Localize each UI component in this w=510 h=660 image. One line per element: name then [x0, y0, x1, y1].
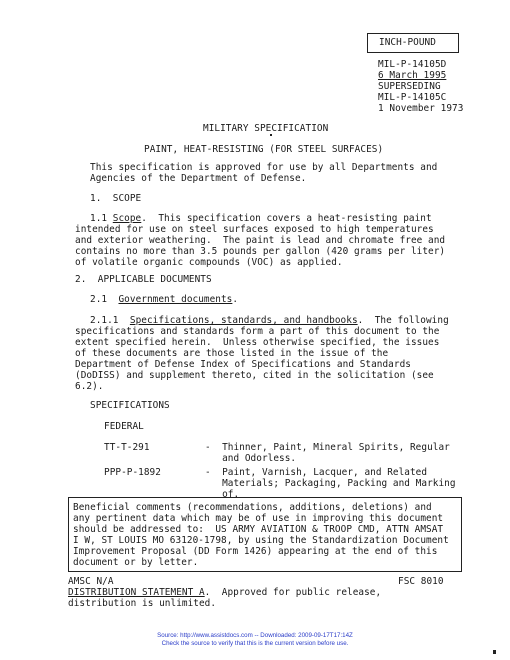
- scope-line-5: of volatile organic compounds (VOC) as applied.: [75, 257, 343, 268]
- document-subtitle: PAINT, HEAT-RESISTING (FOR STEEL SURFACES): [144, 144, 384, 155]
- scope-paragraph-first-line: [90, 213, 432, 224]
- specs-line-2: specifications and standards form a part of this document to the: [75, 326, 440, 337]
- designation-date: 6 March 1995: [378, 70, 447, 81]
- specs-line-6: (DoDISS) and supplement thereto, cited in the solicitation (see: [75, 370, 434, 381]
- gov-docs-tail: .: [232, 294, 239, 305]
- scan-speck: [493, 650, 496, 654]
- comments-line-3: should be addressed to: US ARMY AVIATION & TROOP CMD, ATTN AMSAT: [73, 524, 444, 535]
- distribution-statement: [68, 587, 381, 598]
- comments-line-1: Beneficial comments (recommendations, additions, deletions) and: [73, 502, 432, 513]
- approval-line-2: Agencies of the Department of Defense.: [90, 173, 307, 184]
- reference-desc-line: Materials; Packaging, Packing and Marking: [205, 478, 456, 489]
- scope-line-3: and exterior weathering. The paint is lead and chromate free and: [75, 235, 446, 246]
- superseding-label: SUPERSEDING: [378, 81, 441, 92]
- specs-para-number: 2.1.1: [90, 315, 130, 326]
- specs-line-1: . The following: [357, 315, 449, 326]
- scope-para-number: 1.1: [90, 213, 113, 224]
- specs-paragraph-first-line: [90, 315, 449, 326]
- reference-id: PPP-P-1892: [104, 467, 161, 478]
- source-note-line-2: Check the source to verify that this is the current version before use.: [161, 640, 349, 647]
- section-2-heading: 2. APPLICABLE DOCUMENTS: [75, 274, 212, 285]
- reference-desc-line: and Odorless.: [205, 453, 297, 464]
- specifications-heading: SPECIFICATIONS: [90, 400, 170, 411]
- scope-para-title: Scope: [112, 213, 142, 224]
- superseded-designation: MIL-P-14105C: [378, 92, 447, 103]
- comments-line-4: I W, ST LOUIS MO 63120-1798, by using the Standardization Document: [73, 535, 449, 546]
- section-1-heading: 1. SCOPE: [90, 193, 142, 204]
- distribution-line-2: distribution is unlimited.: [68, 598, 217, 609]
- source-note-line-1: Source: http://www.assistdocs.com -- Downloaded: 2009-09-17T17:14Z: [157, 632, 353, 639]
- designation: MIL-P-14105D: [378, 59, 447, 70]
- scan-speck: [270, 134, 272, 136]
- reference-desc-line: - Paint, Varnish, Lacquer, and Related: [205, 467, 428, 478]
- gov-docs-title: Government documents: [118, 294, 233, 305]
- comments-line-2: any pertinent data which may be of use in improving this document: [73, 513, 444, 524]
- scope-line-2: intended for use on steel surfaces exposed to high temperatures: [75, 224, 434, 235]
- scope-line-1: . This specification covers a heat-resisting paint: [141, 213, 432, 224]
- gov-docs-number: 2.1: [90, 294, 119, 305]
- specs-para-title: Specifications, standards, and handbooks: [129, 315, 358, 326]
- federal-heading: FEDERAL: [104, 421, 144, 432]
- scope-line-4: contains no more than 3.5 pounds per gallon (420 grams per liter): [75, 246, 446, 257]
- page-title: MILITARY SPECIFICATION: [203, 123, 329, 134]
- approval-line-1: This specification is approved for use by all Departments and: [90, 162, 438, 173]
- inch-pound-label: INCH-POUND: [379, 37, 436, 48]
- amsc-code: AMSC N/A: [68, 576, 114, 587]
- reference-desc-line: of.: [205, 489, 240, 500]
- comments-line-6: document or by letter.: [73, 557, 199, 568]
- distribution-text: . Approved for public release,: [204, 587, 382, 598]
- fsc-code: FSC 8010: [398, 576, 444, 587]
- specs-line-4: of these documents are those listed in the issue of the: [75, 348, 389, 359]
- reference-desc-line: - Thinner, Paint, Mineral Spirits, Regular: [205, 442, 450, 453]
- specs-line-5: Department of Defense Index of Specifications and Standards: [75, 359, 411, 370]
- distribution-label: DISTRIBUTION STATEMENT A: [68, 587, 205, 598]
- reference-id: TT-T-291: [104, 442, 150, 453]
- comments-line-5: Improvement Proposal (DD Form 1426) appearing at the end of this: [73, 546, 438, 557]
- specs-line-3: extent specified herein. Unless otherwise specified, the issues: [75, 337, 440, 348]
- superseded-date: 1 November 1973: [378, 103, 464, 114]
- specs-line-7: 6.2).: [75, 381, 104, 392]
- government-documents-heading: [90, 294, 238, 305]
